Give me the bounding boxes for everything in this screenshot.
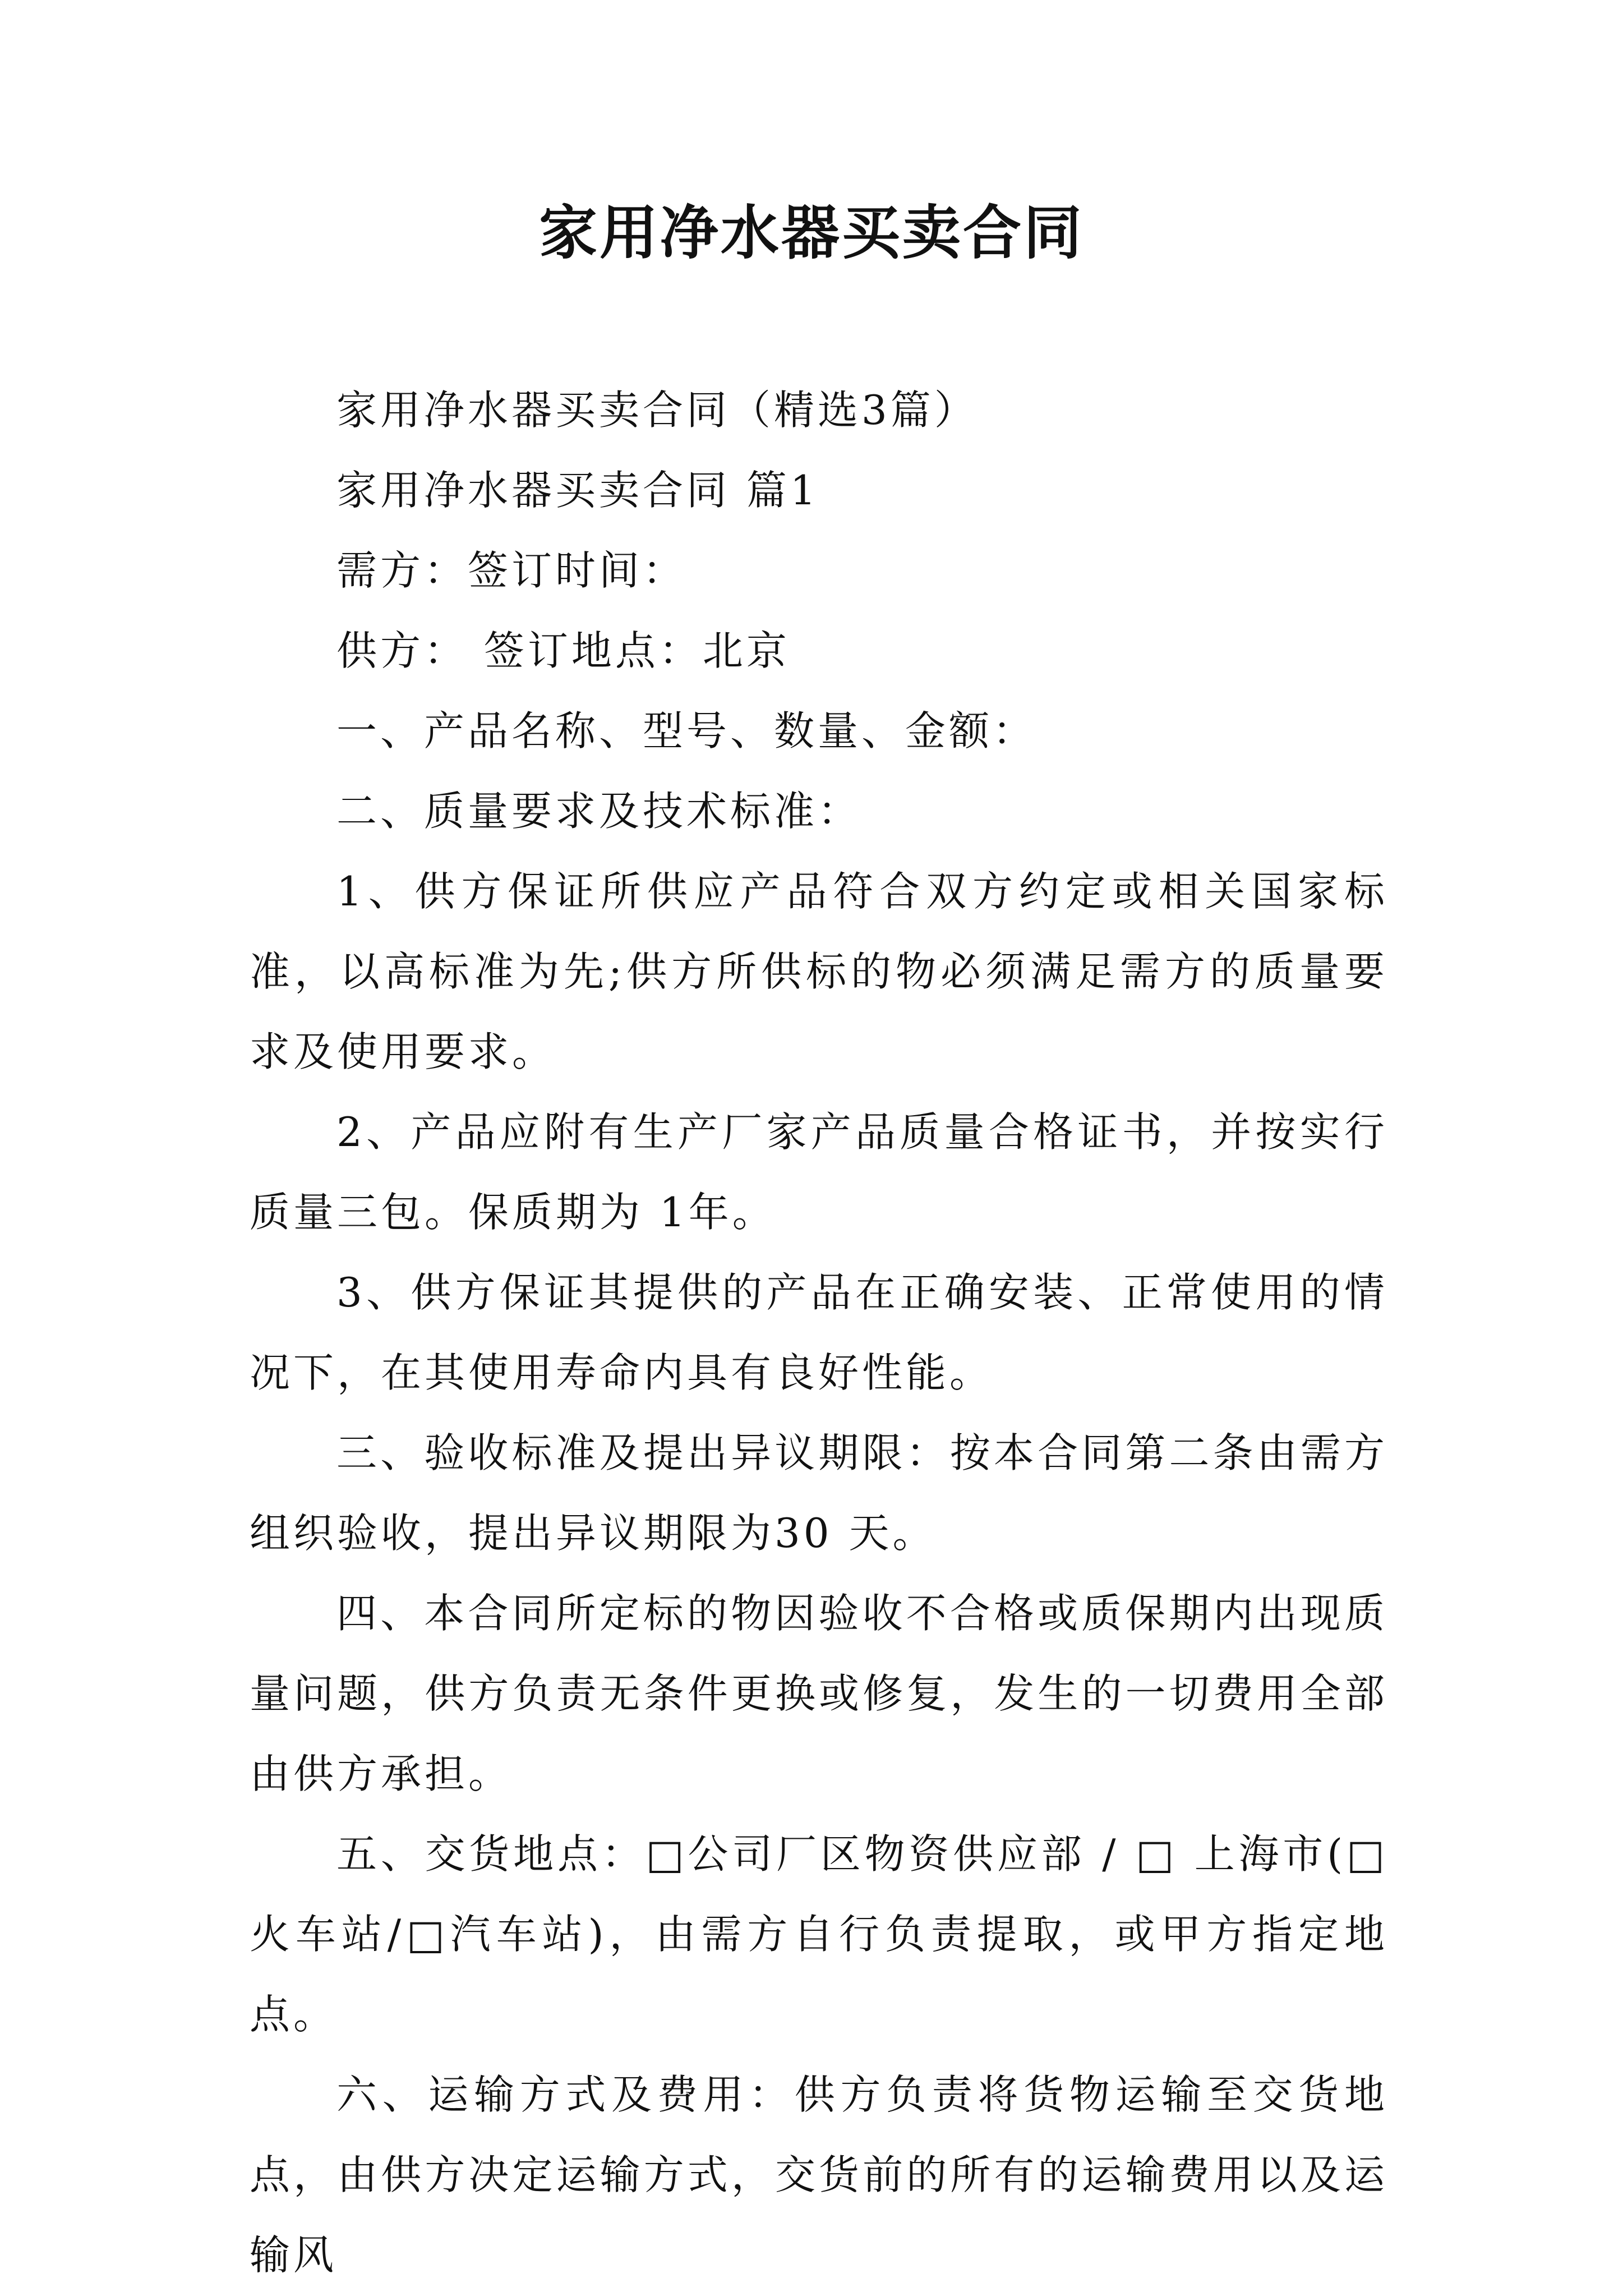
buyer-line: 需方：签订时间： [336, 547, 687, 594]
paragraph: 三、验收标准及提出异议期限：按本合同第二条由需方组织验收，提出异议期限为30 天。 [250, 1429, 1388, 1557]
section-heading: 家用净水器买卖合同 篇1 [336, 467, 819, 514]
document-title: 家用净水器买卖合同 [538, 198, 1084, 267]
paragraph: 3、供方保证其提供的产品在正确安装、正常使用的情况下，在其使用寿命内具有良好性能。 [250, 1269, 1388, 1396]
document-body [250, 370, 1388, 2295]
paragraph: 五、交货地点：□公司厂区物资供应部 / □ 上海市(□火车站/□汽车站)，由需方自行负责提取，或甲方指定地点。 [250, 1830, 1388, 2038]
clause-heading: 一、产品名称、型号、数量、金额： [336, 707, 1037, 754]
paragraph: 六、运输方式及费用：供方负责将货物运输至交货地点，由供方决定运输方式，交货前的所有的运输费用以及运输风 [250, 2071, 1388, 2279]
paragraph: 四、本合同所定标的物因验收不合格或质保期内出现质量问题，供方负责无条件更换或修复，发生的一切费用全部由供方承担。 [250, 1590, 1388, 1797]
subtitle-line: 家用净水器买卖合同（精选3篇） [336, 386, 978, 434]
clause-heading: 二、质量要求及技术标准： [336, 788, 862, 835]
paragraph: 1、供方保证所供应产品符合双方约定或相关国家标准，以高标准为先;供方所供标的物必须满足需方的质量要求及使用要求。 [250, 868, 1388, 1075]
paragraph: 2、产品应附有生产厂家产品质量合格证书，并按实行质量三包。保质期为 1年。 [250, 1108, 1388, 1236]
supplier-line: 供方： 签订地点：北京 [336, 627, 790, 674]
